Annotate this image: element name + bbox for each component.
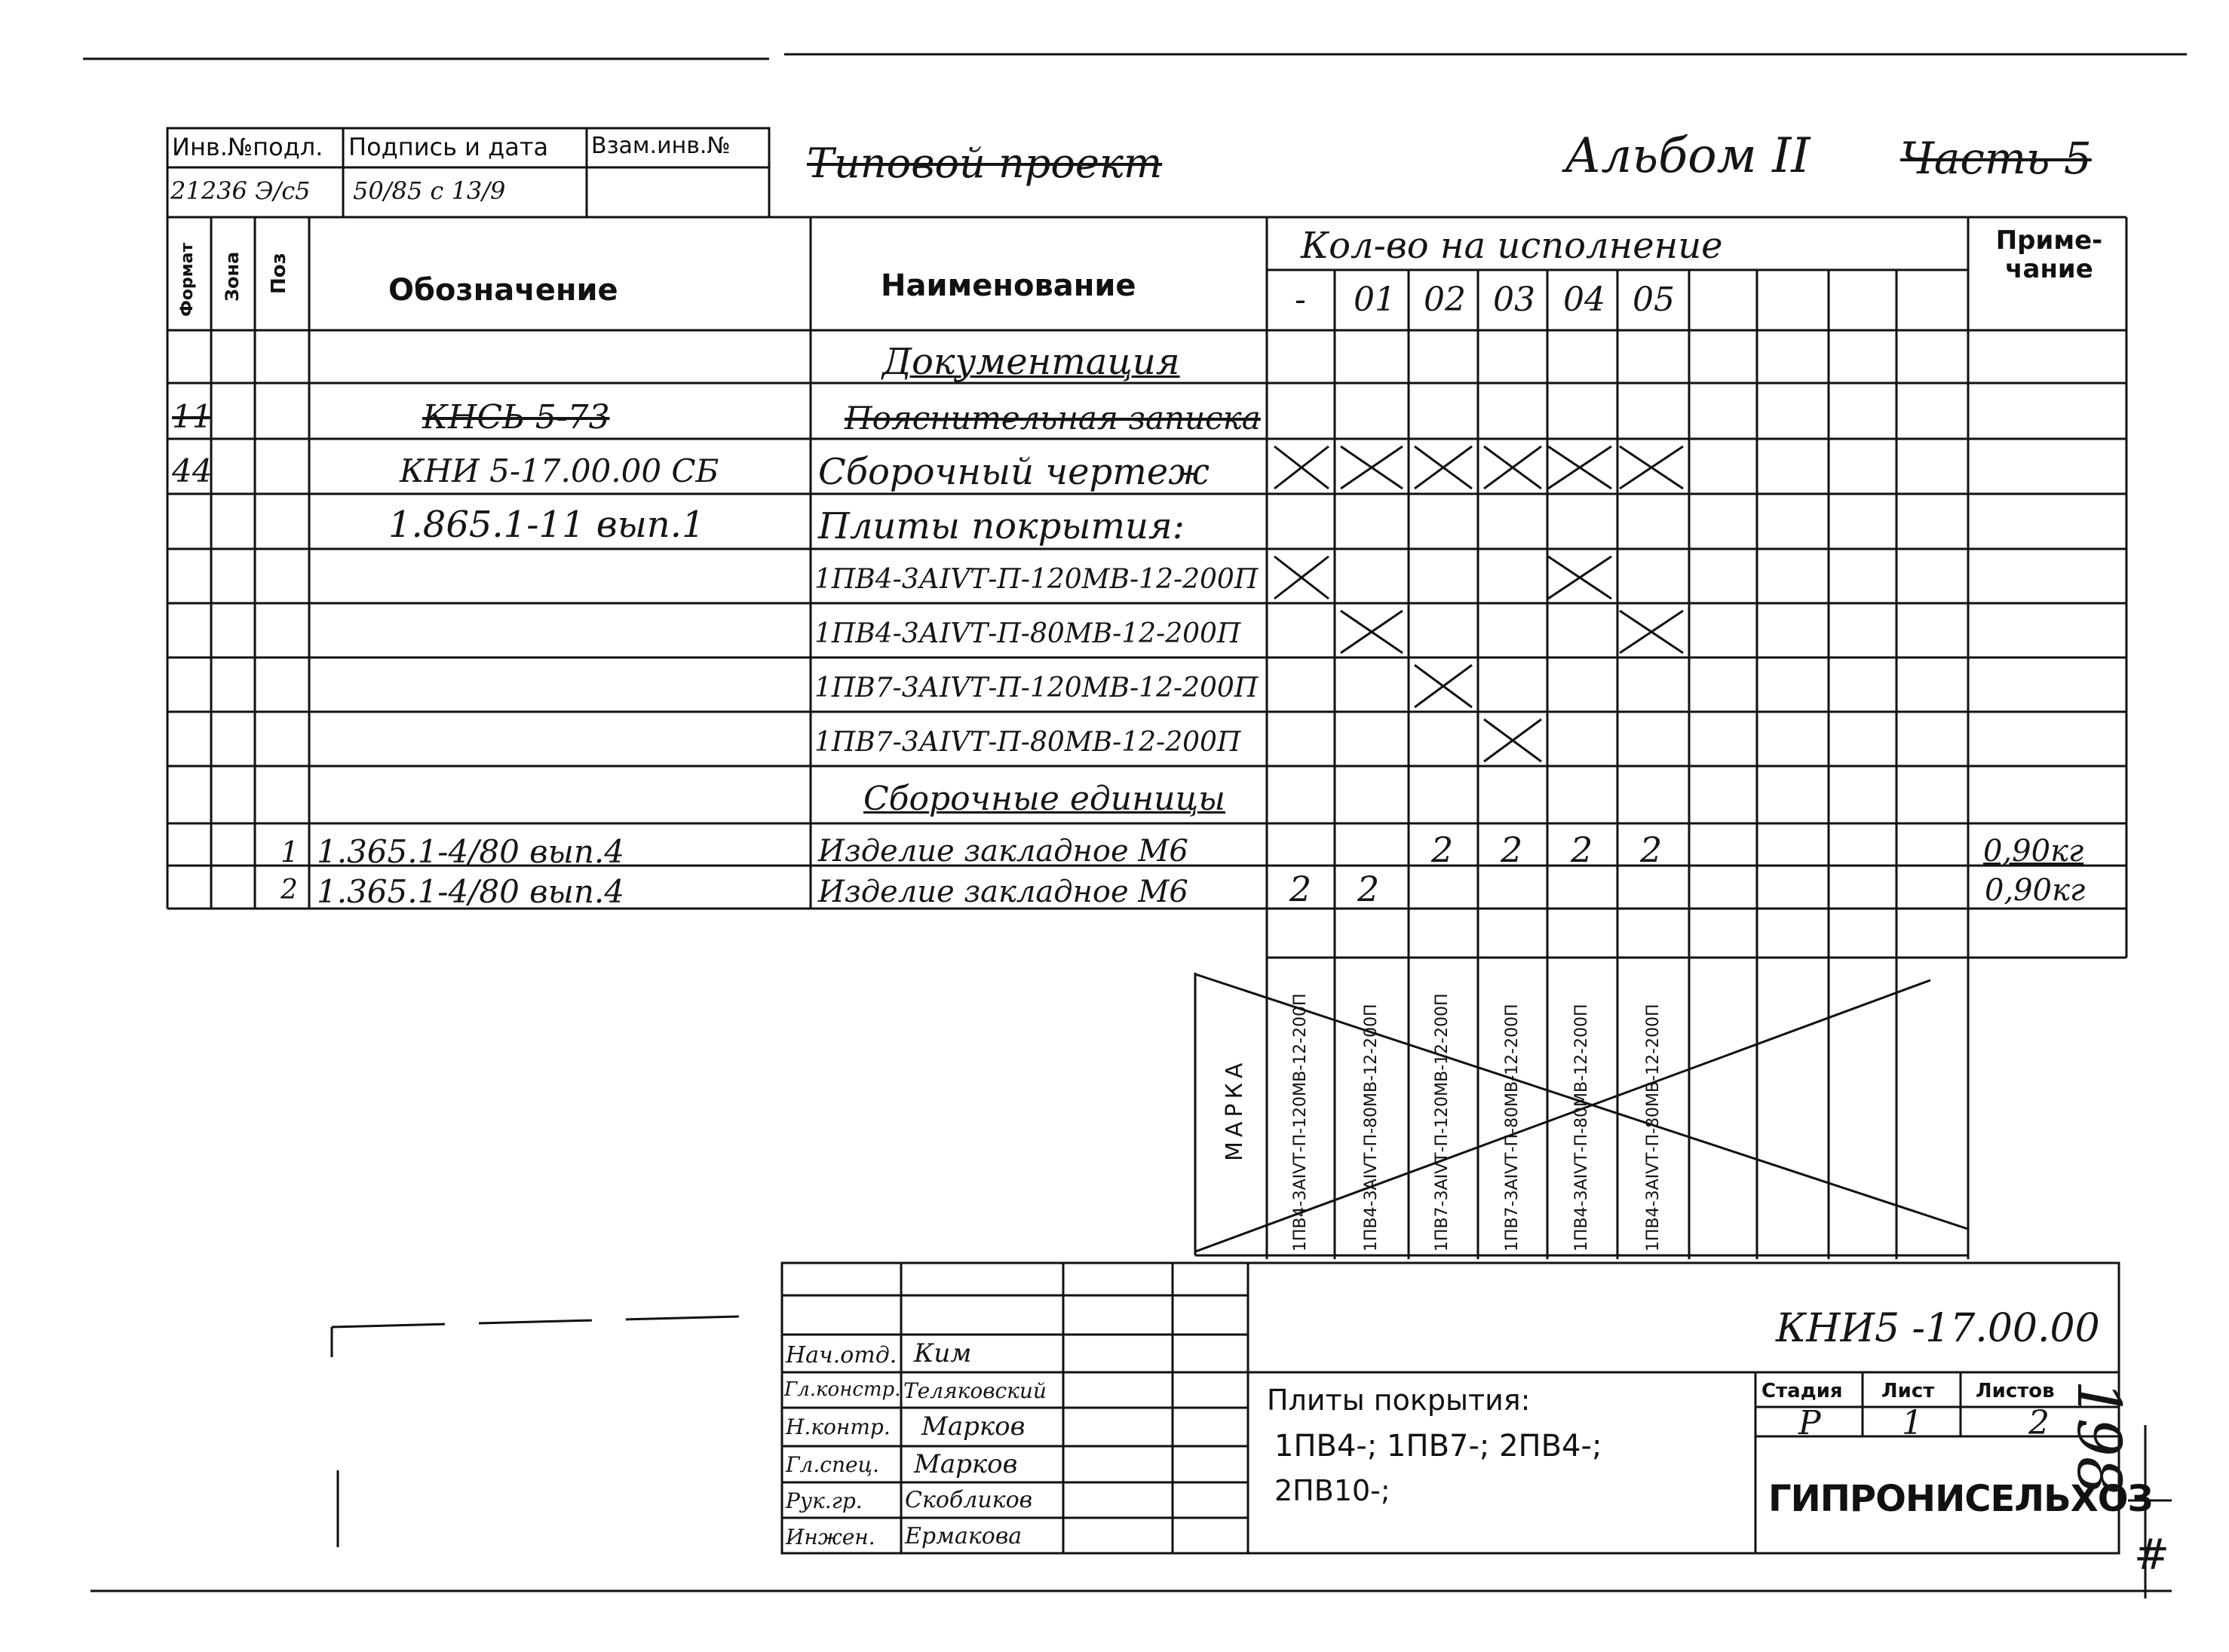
- row-name: 1ПВ4-3АIVТ-П-80МВ-12-200П: [814, 618, 1241, 649]
- row-designation: 1.865.1-11 вып.1: [388, 504, 705, 546]
- variant-03: 03: [1493, 280, 1535, 319]
- row-name: Сборочные единицы: [863, 780, 1226, 818]
- signer-role: Н.контр.: [786, 1414, 891, 1439]
- sheet-label: Лист: [1881, 1380, 1935, 1402]
- row-name: 1ПВ7-3АIVТ-П-80МВ-12-200П: [814, 727, 1241, 758]
- title-line: 1ПВ4-; 1ПВ7-; 2ПВ4-;: [1274, 1429, 1602, 1464]
- row-pos: 2: [281, 875, 298, 906]
- signer-name: Марков: [914, 1449, 1018, 1479]
- signer-role: Нач.отд.: [786, 1342, 897, 1368]
- title-line: Плиты покрытия:: [1267, 1384, 1531, 1417]
- col-zone-header: Зона: [222, 251, 243, 302]
- variant-01: 01: [1354, 280, 1396, 319]
- margin-stamp: #: [2134, 1531, 2169, 1580]
- row-name: 1ПВ7-3АIVТ-П-120МВ-12-200П: [814, 673, 1259, 703]
- marka-item: 1ПВ4-3АIVТ-П-80МВ-12-200П: [1644, 1004, 1663, 1252]
- row-name: Сборочный чертеж: [818, 451, 1210, 493]
- signature-date-label: Подпись и дата: [348, 133, 549, 161]
- row-name: Плиты покрытия:: [818, 505, 1185, 547]
- organization: ГИПРОНИСЕЛЬХОЗ: [1768, 1478, 2153, 1520]
- album-label: Альбом II: [1565, 128, 1810, 184]
- vzam-inv-label: Взам.инв.№: [591, 133, 731, 159]
- qty-cell: 2: [1431, 829, 1454, 870]
- signer-role: Инжен.: [786, 1525, 875, 1549]
- sheet-value: 1: [1902, 1404, 1923, 1442]
- qty-cell: 2: [1289, 869, 1312, 909]
- qty-cell: 2: [1357, 869, 1380, 909]
- signer-name: Скобликов: [905, 1487, 1033, 1513]
- typical-project: Типовой проект: [807, 139, 1163, 187]
- row-name: Изделие закладное М6: [818, 875, 1188, 909]
- part-label: Часть 5: [1900, 133, 2092, 184]
- row-name: Документация: [882, 341, 1180, 383]
- col-designation-header: Обозначение: [388, 273, 618, 308]
- marka-item: 1ПВ4-3АIVТ-П-80МВ-12-200П: [1572, 1004, 1591, 1252]
- sheets-label: Листов: [1976, 1380, 2055, 1402]
- row-name: 1ПВ4-3АIVТ-П-120МВ-12-200П: [814, 564, 1259, 595]
- row-designation: КНИ 5-17.00.00 СБ: [400, 452, 719, 489]
- row-note: 0,90кг: [1985, 873, 2086, 908]
- marka-label: МАРКА: [1222, 1058, 1248, 1161]
- row-note: 0,90кг: [1983, 834, 2084, 869]
- inv-no-value: 21236 Э/с5: [170, 176, 311, 205]
- signer-name: Ермакова: [905, 1523, 1023, 1549]
- col-note-header: Приме-чание: [1995, 225, 2103, 284]
- row-designation: 1.365.1-4/80 вып.4: [317, 833, 624, 870]
- col-pos-header: Поз: [268, 253, 290, 294]
- col-name-header: Наименование: [881, 268, 1136, 303]
- marka-item: 1ПВ7-3АIVТ-П-120МВ-12-200П: [1433, 993, 1452, 1252]
- signer-role: Гл.спец.: [786, 1452, 879, 1477]
- signer-name: Марков: [921, 1411, 1026, 1442]
- qty-cell: 2: [1640, 829, 1663, 870]
- stage-value: Р: [1798, 1404, 1821, 1442]
- signer-name: Теляковский: [903, 1378, 1047, 1403]
- row-name: Изделие закладное М6: [818, 834, 1188, 869]
- variant-dash: -: [1295, 280, 1306, 319]
- row-format: 11: [172, 398, 213, 435]
- row-format: 44: [172, 452, 213, 489]
- marka-item: 1ПВ7-3АIVТ-П-80МВ-12-200П: [1503, 1004, 1522, 1252]
- signature-date-value: 50/85 с 13/9: [353, 176, 506, 205]
- row-name: Пояснительная записка: [845, 400, 1261, 437]
- row-pos: 1: [281, 835, 299, 869]
- marka-item: 1ПВ4-3АIVТ-П-120МВ-12-200П: [1291, 993, 1310, 1252]
- variant-04: 04: [1563, 280, 1605, 319]
- page-number: 198: [2064, 1380, 2134, 1495]
- inv-no-label: Инв.№подл.: [172, 133, 323, 161]
- row-designation: КНСЬ 5-73: [422, 398, 610, 437]
- signer-role: Рук.гр.: [786, 1488, 863, 1513]
- doc-code: КНИ5 -17.00.00: [1776, 1306, 2100, 1351]
- signer-name: Ким: [914, 1338, 972, 1368]
- qty-cell: 2: [1501, 829, 1523, 870]
- title-line: 2ПВ10-;: [1274, 1474, 1390, 1507]
- qty-cell: 2: [1571, 829, 1593, 870]
- row-designation: 1.365.1-4/80 вып.4: [317, 873, 624, 910]
- col-format-header: Формат: [178, 242, 197, 317]
- sheets-value: 2: [2028, 1404, 2050, 1442]
- qty-header: Кол-во на исполнение: [1301, 225, 1723, 267]
- stage-label: Стадия: [1761, 1380, 1843, 1402]
- marka-item: 1ПВ4-3АIVТ-П-80МВ-12-200П: [1362, 1004, 1381, 1252]
- variant-02: 02: [1424, 280, 1466, 319]
- variant-05: 05: [1633, 280, 1675, 319]
- signer-role: Гл.констр.: [784, 1378, 901, 1401]
